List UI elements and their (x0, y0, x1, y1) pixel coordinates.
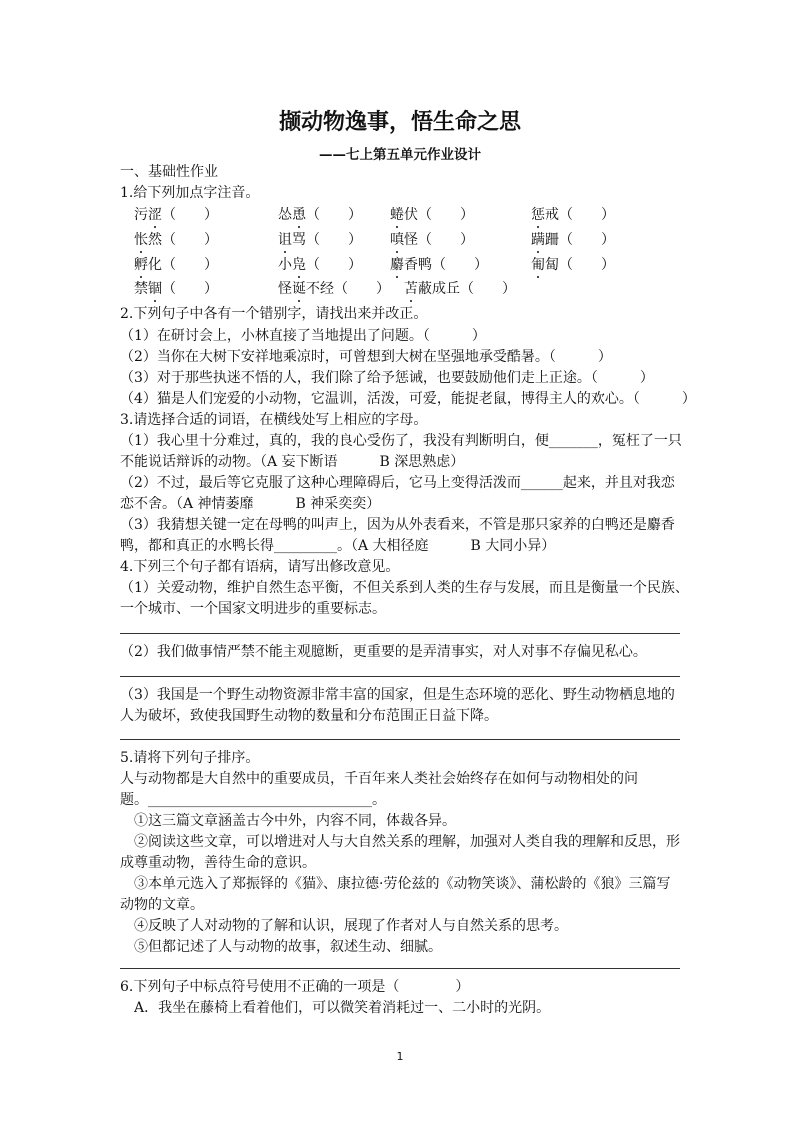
q5-item: ①这三篇文章涵盖古今中外，内容不同，体裁各异。 (134, 813, 456, 829)
page-number: 1 (396, 1050, 404, 1063)
q5-item: ⑤但都记述了人与动物的故事，叙述生动、细腻。 (134, 939, 442, 955)
pinyin-item: 怅然（ ） (134, 232, 218, 248)
pinyin-item: 嗔怪（ ） (390, 232, 474, 248)
q5-heading: 5.请将下列句子排序。 (120, 750, 260, 766)
q3-heading: 3.请选择合适的词语，在横线处写上相应的字母。 (120, 412, 428, 428)
q5-item: 动物的文章。 (120, 897, 204, 913)
pinyin-item: 禁锢（ ） (134, 281, 218, 297)
q6-heading: 6.下列句子中标点符号使用不正确的一项是（ ） (120, 979, 470, 995)
q4-sentence: 人为破坏，致使我国野生动物的数量和分布范围正日益下降。 (120, 708, 498, 724)
pinyin-item: 小凫（ ） (278, 257, 362, 273)
pinyin-item: 怂恿（ ） (278, 207, 362, 223)
q5-item: ②阅读这些文章，可以增进对人与大自然关系的理解，加强对人类自我的理解和反思，形 (134, 834, 680, 850)
answer-line[interactable] (120, 676, 680, 677)
page-subtitle: ——七上第五单元作业设计 (319, 147, 481, 163)
q2-sentence: （3）对于那些执迷不悟的人，我们除了给予惩诫，也要鼓励他们走上正途。（ ） (120, 370, 654, 386)
q2-sentence: （4）猫是人们宠爱的小动物，它温训，活泼，可爱，能捉老鼠，博得主人的欢心。（ ） (120, 391, 696, 407)
q2-heading: 2.下列句子中各有一个错别字，请找出来并改正。 (120, 306, 428, 322)
q5-item: ④反映了人对动物的了解和认识，展现了作者对人与自然关系的思考。 (134, 918, 568, 934)
answer-line[interactable] (120, 968, 680, 969)
pinyin-item: 诅骂（ ） (278, 232, 362, 248)
pinyin-item: 惩戒（ ） (531, 207, 615, 223)
q3-line: 不能说话辩诉的动物。（A 妄下断语 B 深思熟虑） (120, 454, 465, 470)
q6-option-a: A．我坐在藤椅上看着他们，可以微笑着消耗过一、二小时的光阴。 (134, 1000, 551, 1016)
q4-sentence: （2）我们做事情严禁不能主观臆断，更重要的是弄清事实，对人对事不存偏见私心。 (120, 644, 647, 660)
pinyin-item: 蹒跚（ ） (531, 232, 615, 248)
q2-sentence: （2）当你在大树下安祥地乘凉时，可曾想到大树在坚强地承受酷暑。（ ） (120, 349, 612, 365)
q4-heading: 4.下列三个句子都有语病，请写出修改意见。 (120, 559, 400, 575)
q4-sentence: 一个城市、一个国家文明进步的重要标志。 (120, 601, 386, 617)
answer-line[interactable] (120, 633, 680, 634)
pinyin-item: 污涩（ ） (134, 207, 218, 223)
q4-sentence: （3）我国是一个野生动物资源非常丰富的国家，但是生态环境的恶化、野生动物栖息地的 (120, 687, 675, 703)
pinyin-item: 匍匐（ ） (531, 257, 615, 273)
q3-line: 恋不舍。（A 神情萎靡 B 神采奕奕） (120, 496, 381, 512)
pinyin-item: 麝香鸭（ ） (390, 257, 488, 273)
q5-item: 成尊重动物，善待生命的意识。 (120, 855, 316, 871)
q2-sentence: （1）在研讨会上，小林直接了当地提出了问题。（ ） (120, 328, 486, 344)
section-heading: 一、基础性作业 (120, 164, 218, 180)
page-title: 撷动物逸事，悟生命之思 (278, 110, 521, 135)
q5-item: ③本单元选入了郑振铎的《猫》、康拉德·劳伦兹的《动物笑谈》、蒲松龄的《狼》三篇写 (134, 876, 671, 892)
pinyin-item: 苫蔽成丘（ ） (404, 281, 516, 297)
pinyin-item: 蜷伏（ ） (390, 207, 474, 223)
q3-line: （2）不过，最后等它克服了这种心理障碍后，它马上变得活泼而______起来，并且对我恋 (120, 475, 675, 491)
q4-sentence: （1）关爱动物，维护自然生态平衡，不但关系到人类的生存与发展，而且是衡量一个民族、 (120, 580, 689, 596)
q3-line: 鸭，都和真正的水鸭长得_________。（A 大相径庭 B 大同小异） (120, 538, 556, 554)
answer-line[interactable] (120, 739, 680, 740)
q3-line: （1）我心里十分难过，真的，我的良心受伤了，我没有判断明白，便_______，冤枉了一只 (120, 433, 682, 449)
q3-line: （3）我猜想关键一定在母鸭的叫声上，因为从外表看来，不管是那只家养的白鸭还是麝香 (120, 517, 675, 533)
q5-intro: 人与动物都是大自然中的重要成员，千百年来人类社会始终存在如何与动物相处的问 (120, 771, 638, 787)
q1-heading: 1.给下列加点字注音。 (120, 185, 260, 201)
q5-intro: 题。________________________________。 (120, 792, 386, 808)
pinyin-item: 怪诞不经（ ） (278, 281, 390, 297)
pinyin-item: 孵化（ ） (134, 257, 218, 273)
